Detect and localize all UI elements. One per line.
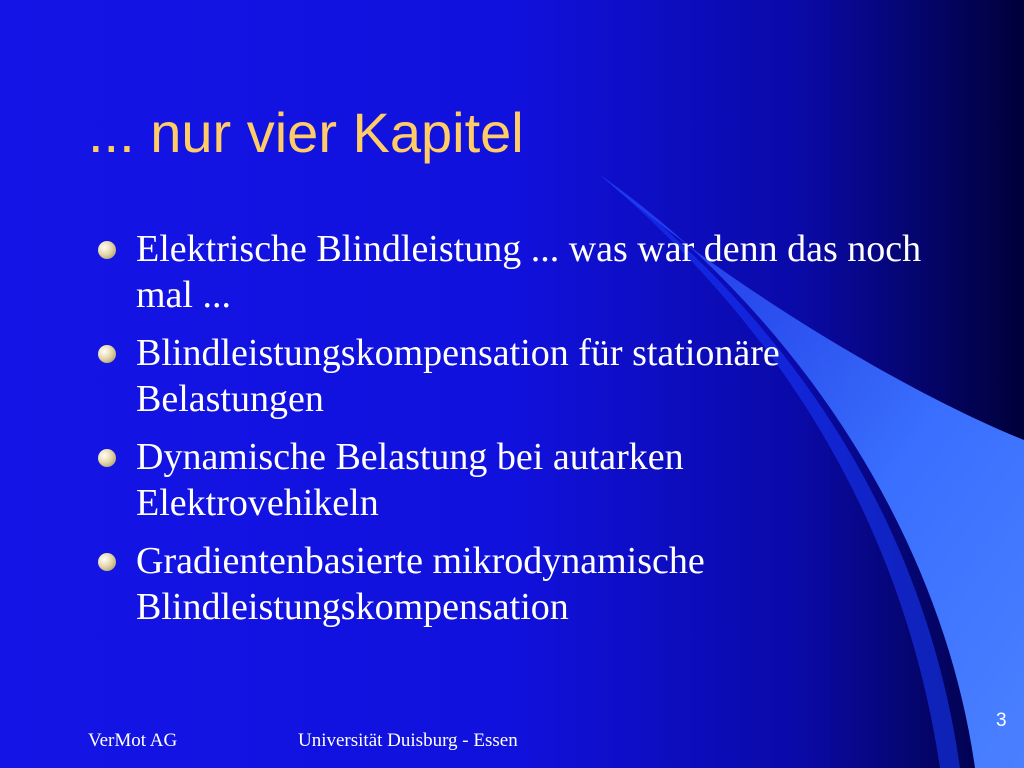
- bullet-item: [98, 226, 928, 318]
- bullet-text: Dynamische Belastung bei autarken Elektrovehikeln: [136, 436, 684, 524]
- bullet-item: [98, 434, 928, 526]
- bullet-list: [98, 226, 928, 642]
- bullet-text: Blindleistungskompensation für stationäre Belastungen: [136, 332, 780, 420]
- page-number: 3: [996, 710, 1007, 731]
- footer-company: VerMot AG: [88, 730, 178, 751]
- bullet-item: [98, 330, 928, 422]
- slide-title: ... nur vier Kapitel: [88, 101, 524, 164]
- bullet-icon: [98, 241, 116, 259]
- bullet-icon: [98, 345, 116, 363]
- bullet-text: Elektrische Blindleistung ... was war denn das noch mal ...: [136, 228, 922, 316]
- bullet-icon: [98, 449, 116, 467]
- bullet-icon: [98, 553, 116, 571]
- footer-university: Universität Duisburg - Essen: [298, 730, 518, 751]
- bullet-item: [98, 538, 928, 630]
- bullet-text: Gradientenbasierte mikrodynamische Blindleistungskompensation: [136, 540, 705, 628]
